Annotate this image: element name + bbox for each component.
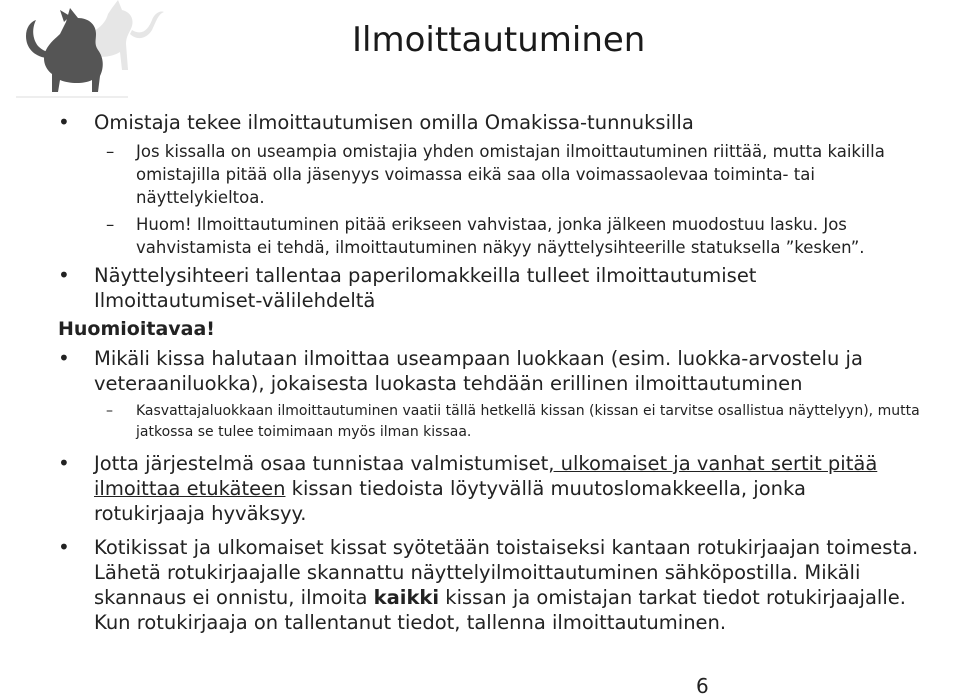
sub-bullet-item [58,140,920,209]
bullet-item [58,535,920,635]
sub-bullet-text: Jos kissalla on useampia omistajia yhden omistajan ilmoittautuminen riittää, mutta kaikilla omistajilla pitää olla jäsenyys voimassa eikä saa olla voimassaolevaa toiminta- tai näyttelykieltoa. [136,142,885,207]
bullet-icon: • [58,346,70,370]
bullet-icon: • [58,535,70,559]
dash-icon: – [106,142,115,161]
slide-content [58,110,920,640]
bullet-text: Omistaja tekee ilmoittautumisen omilla Omakissa-tunnuksilla [94,111,694,134]
cats-logo-icon [8,0,168,100]
bullet-text-part: kissan ja omistajan tarkat tiedot rotukirjaajalle. Kun rotukirjaaja on tallentanut tiedot, tallenna ilmoittautuminen. [94,586,906,634]
bullet-icon: • [58,110,70,134]
sub-bullet-text: Kasvattajaluokkaan ilmoittautuminen vaatii tällä hetkellä kissan (kissan ei tarvitse osallistua näyttelyyn), mutta jatkossa se tulee toimimaan myös ilman kissaa. [136,403,920,440]
bullet-item [58,346,920,396]
bullet-text: Näyttelysihteeri tallentaa paperilomakkeilla tulleet ilmoittautumiset Ilmoittautumiset-välilehdeltä [94,264,757,312]
dash-icon: – [106,403,113,419]
sub-bullet-text: Huom! Ilmoittautuminen pitää erikseen vahvistaa, jonka jälkeen muodostuu lasku. Jos vahvistamista ei tehdä, ilmoittautuminen näkyy näyttelysihteerille statuksella ”kesken”. [136,215,865,257]
bullet-item [58,451,920,526]
bold-text: kaikki [373,586,440,609]
underlined-text: , ulkomaiset ja vanhat sertit pitää ilmoittaa etukäteen [94,452,878,500]
bullet-icon: • [58,263,70,287]
page-number: 6 [696,674,709,698]
bullet-text-part: kissan tiedoista löytyvällä muutoslomakkeella, jonka rotukirjaaja hyväksyy. [94,477,806,525]
bullet-icon: • [58,451,70,475]
bullet-text: Mikäli kissa halutaan ilmoittaa useampaan luokkaan (esim. luokka-arvostelu ja veteraaniluokka), jokaisesta luokasta tehdään erillinen ilmoittautuminen [94,347,863,395]
sub-bullet-item [58,401,920,443]
note-heading: Huomioitavaa! [58,318,215,340]
dash-icon: – [106,215,115,234]
sub-bullet-item [58,213,920,259]
bullet-item [58,110,920,135]
bullet-text-part: Kotikissat ja ulkomaiset kissat syötetään toistaiseksi kantaan rotukirjaajan toimesta. Lähetä rotukirjaajalle skannattu näyttelyilmoittautuminen sähköpostilla. Mikäli skannaus ei onnistu, ilmoita [94,536,919,609]
page-title: Ilmoittautuminen [352,20,646,60]
bullet-text-part: Jotta järjestelmä osaa tunnistaa valmistumiset [94,452,549,475]
bullet-item [58,263,920,313]
